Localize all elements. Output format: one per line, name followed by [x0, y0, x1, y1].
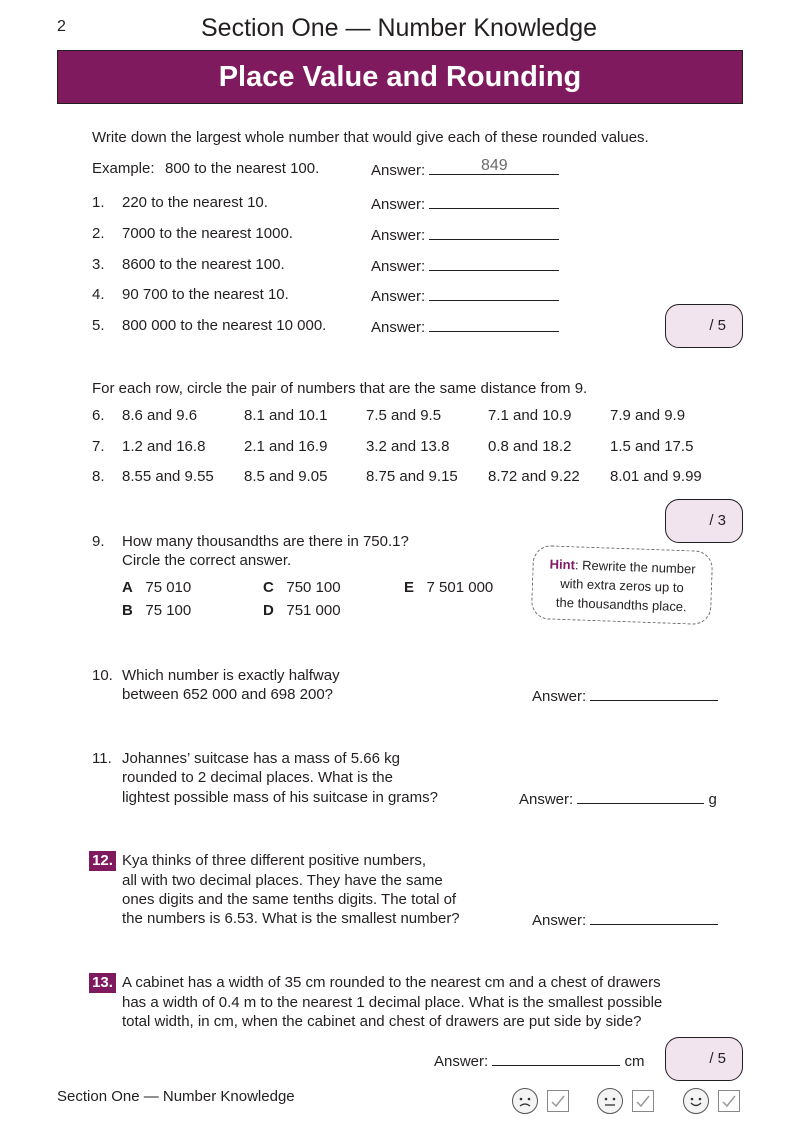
question-text: Which number is exactly halfway: [122, 667, 340, 684]
example-text: 800 to the nearest 100.: [165, 160, 320, 177]
row-number: 6.: [92, 407, 105, 424]
answer-label: Answer:: [371, 227, 426, 244]
answer-label: Answer:: [532, 688, 587, 705]
question-text: Circle the correct answer.: [122, 552, 292, 569]
question-number: 4.: [92, 286, 105, 303]
page-title: Place Value and Rounding: [218, 61, 582, 93]
answer-label: Answer:: [371, 162, 426, 179]
number-pair[interactable]: 7.9 and 9.9: [610, 407, 686, 424]
answer-row: [532, 685, 718, 706]
answer-input[interactable]: [590, 909, 718, 925]
number-pair[interactable]: 7.5 and 9.5: [366, 407, 442, 424]
score-label: / 3: [709, 512, 726, 529]
option-letter: C: [263, 579, 274, 596]
answer-label: Answer:: [371, 258, 426, 275]
question-number: 1.: [92, 194, 105, 211]
question-text: ones digits and the same tenths digits. The total of: [122, 891, 457, 908]
question-number: 5.: [92, 317, 105, 334]
hint-text: the thousandths place.: [555, 594, 687, 615]
question-number: 10.: [92, 667, 113, 684]
option-letter: D: [263, 602, 274, 619]
example-answer-value: 849: [481, 157, 508, 174]
question-text: the numbers is 6.53. What is the smallest number?: [122, 910, 460, 927]
question-text: 800 000 to the nearest 10 000.: [122, 317, 327, 334]
number-pair[interactable]: 0.8 and 18.2: [488, 438, 572, 455]
question-text: lightest possible mass of his suitcase in grams?: [122, 789, 438, 806]
question-number: 2.: [92, 225, 105, 242]
question-text: A cabinet has a width of 35 cm rounded to the nearest cm and a chest of drawers: [122, 974, 661, 991]
question-text: total width, in cm, when the cabinet and chest of drawers are put side by side?: [122, 1013, 642, 1030]
unit-label: cm: [624, 1053, 645, 1070]
score-box[interactable]: [665, 499, 743, 543]
question-text: 8600 to the nearest 100.: [122, 256, 285, 273]
option-value: 75 010: [145, 579, 192, 596]
example-label: Example:: [92, 160, 155, 177]
question-text: How many thousandths are there in 750.1?: [122, 533, 409, 550]
number-pair[interactable]: 8.55 and 9.55: [122, 468, 214, 485]
answer-label: Answer:: [371, 319, 426, 336]
answer-label: Answer:: [532, 912, 587, 929]
question-text: has a width of 0.4 m to the nearest 1 decimal place. What is the smallest possible: [122, 994, 663, 1011]
option-letter: A: [122, 579, 133, 596]
option-value: 7 501 000: [426, 579, 494, 596]
option-a[interactable]: [122, 578, 191, 597]
option-value: 750 100: [286, 579, 341, 596]
neutral-face-icon: [597, 1088, 623, 1114]
answer-label: Answer:: [434, 1053, 489, 1070]
answer-input[interactable]: [429, 193, 559, 209]
happy-face-icon: [683, 1088, 709, 1114]
title-banner: [57, 50, 743, 104]
row-number: 7.: [92, 438, 105, 455]
example-answer: [371, 159, 559, 180]
number-pair[interactable]: 7.1 and 10.9: [488, 407, 572, 424]
answer-row: [434, 1050, 645, 1071]
question-text: 7000 to the nearest 1000.: [122, 225, 293, 242]
page-number: 2: [57, 18, 66, 35]
number-pair[interactable]: 3.2 and 13.8: [366, 438, 450, 455]
score-box[interactable]: [665, 1037, 743, 1081]
number-pair[interactable]: 8.6 and 9.6: [122, 407, 198, 424]
part2-instruction: For each row, circle the pair of numbers that are the same distance from 9.: [92, 380, 588, 397]
question-text: Kya thinks of three different positive numbers,: [122, 852, 427, 869]
hint-text: : Rewrite the number: [574, 557, 696, 577]
option-value: 75 100: [145, 602, 192, 619]
answer-input[interactable]: [577, 788, 704, 804]
question-number-badge: 13.: [89, 973, 116, 993]
answer-row: [532, 909, 718, 930]
option-e[interactable]: [404, 578, 493, 597]
row-number: 8.: [92, 468, 105, 485]
number-pair[interactable]: 8.75 and 9.15: [366, 468, 458, 485]
answer-input[interactable]: [429, 224, 559, 240]
question-number: 11.: [92, 750, 112, 767]
answer-input[interactable]: [429, 316, 559, 332]
score-box[interactable]: [665, 304, 743, 348]
answer-label: Answer:: [519, 791, 574, 808]
question-text: all with two decimal places. They have the same: [122, 872, 443, 889]
score-label: / 5: [709, 1050, 726, 1067]
footer-section-title: Section One — Number Knowledge: [57, 1088, 295, 1105]
answer-input[interactable]: [429, 255, 559, 271]
question-text: 90 700 to the nearest 10.: [122, 286, 289, 303]
sad-face-icon: [512, 1088, 538, 1114]
number-pair[interactable]: 8.01 and 9.99: [610, 468, 702, 485]
option-d[interactable]: [263, 601, 341, 620]
part1-instruction: Write down the largest whole number that would give each of these rounded values.: [92, 129, 649, 146]
answer-row: [371, 316, 559, 337]
hint-label: Hint: [549, 556, 576, 573]
option-value: 751 000: [286, 602, 341, 619]
unit-label: g: [708, 791, 717, 808]
option-letter: B: [122, 602, 133, 619]
number-pair[interactable]: 2.1 and 16.9: [244, 438, 328, 455]
number-pair[interactable]: 8.72 and 9.22: [488, 468, 580, 485]
score-label: / 5: [709, 317, 726, 334]
option-c[interactable]: [263, 578, 341, 597]
answer-row: [371, 255, 559, 276]
answer-input[interactable]: [492, 1050, 620, 1066]
running-header: Section One — Number Knowledge: [201, 14, 598, 42]
tick-box[interactable]: [718, 1090, 740, 1112]
hint-text: with extra zeros up to: [559, 575, 684, 596]
hint-box: [531, 545, 713, 625]
answer-label: Answer:: [371, 196, 426, 213]
question-text: rounded to 2 decimal places. What is the: [122, 769, 393, 786]
number-pair[interactable]: 1.5 and 17.5: [610, 438, 694, 455]
answer-input[interactable]: [429, 285, 559, 301]
question-text: between 652 000 and 698 200?: [122, 686, 334, 703]
question-number-badge: 12.: [89, 851, 116, 871]
number-pair[interactable]: 8.1 and 10.1: [244, 407, 328, 424]
option-letter: E: [404, 579, 415, 596]
answer-row: [519, 788, 717, 809]
example-answer-line: [429, 159, 559, 175]
tick-box[interactable]: [632, 1090, 654, 1112]
answer-row: [371, 193, 559, 214]
tick-box[interactable]: [547, 1090, 569, 1112]
number-pair[interactable]: 8.5 and 9.05: [244, 468, 328, 485]
answer-row: [371, 224, 559, 245]
question-text: 220 to the nearest 10.: [122, 194, 268, 211]
question-text: Johannes’ suitcase has a mass of 5.66 kg: [122, 750, 400, 767]
answer-input[interactable]: [590, 685, 718, 701]
answer-row: [371, 285, 559, 306]
option-b[interactable]: [122, 601, 191, 620]
answer-label: Answer:: [371, 288, 426, 305]
question-number: 9.: [92, 533, 105, 550]
number-pair[interactable]: 1.2 and 16.8: [122, 438, 206, 455]
question-number: 3.: [92, 256, 105, 273]
